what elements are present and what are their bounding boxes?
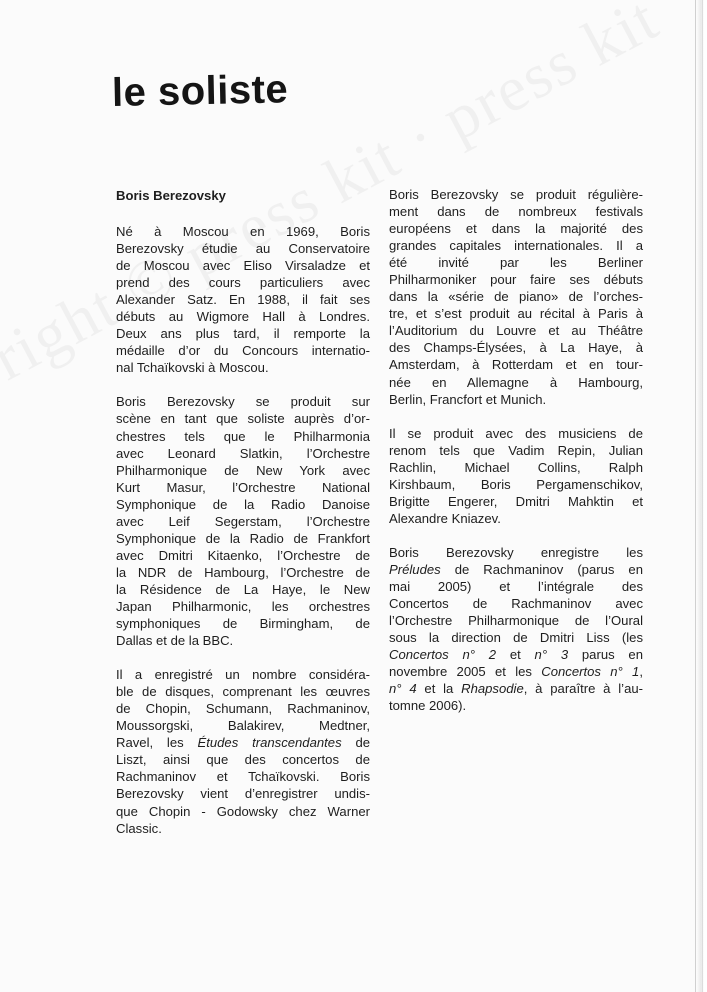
- text-line: n° 4 et la Rhapsodie, à paraître à l’au-: [389, 681, 643, 697]
- text-line: Né à Moscou en 1969, Boris: [116, 224, 370, 239]
- left-column-body: [116, 223, 370, 837]
- text-line: Boris Berezovsky enregistre les: [389, 544, 643, 560]
- text-line: Brigitte Engerer, Dmitri Mahktin et: [389, 493, 643, 509]
- text-line: Berezovsky vient d’enregistrer undis-: [116, 786, 370, 802]
- text-line: sous la direction de Dmitri Liss (les: [389, 630, 643, 646]
- text-line: Concertos de Rachmaninov avec: [389, 596, 643, 612]
- left-paragraph-2: [116, 393, 370, 649]
- text-line: médaille d’or du Concours internatio-: [116, 343, 370, 359]
- text-line: dans la «série de piano» de l’orches-: [389, 289, 643, 305]
- text-line: Rachmaninov et Tchaïkovski. Boris: [116, 769, 370, 785]
- text-line: avec Leonard Slatkin, l’Orchestre: [116, 445, 370, 461]
- text-line: Symphonique de la Radio de Frankfort: [116, 530, 370, 546]
- text-line: prend des cours particuliers avec: [116, 275, 370, 291]
- text-line: la NDR de Hambourg, l’Orchestre de: [116, 564, 370, 580]
- right-column-body: [389, 186, 643, 714]
- text-line: Philharmoniker pour faire ses débuts: [389, 272, 643, 288]
- text-line: novembre 2005 et les Concertos n° 1,: [389, 664, 643, 680]
- text-line: l’Auditorium du Louvre et au Théâtre: [389, 323, 643, 339]
- text-line: scène en tant que soliste auprès d’or-: [116, 411, 370, 427]
- text-line: été invité par les Berliner: [389, 255, 643, 271]
- text-line: Boris Berezovsky se produit sur: [116, 394, 370, 410]
- text-line: Liszt, ainsi que des concertos de: [116, 752, 370, 768]
- left-paragraph-3: [116, 666, 370, 836]
- text-line: que Chopin - Godowsky chez Warner: [116, 803, 370, 819]
- text-line: grandes capitales internationales. Il a: [389, 238, 643, 254]
- left-paragraph-1: [116, 223, 370, 376]
- text-line: nal Tchaïkovski à Moscou.: [116, 360, 269, 376]
- right-paragraph-2: [389, 425, 643, 527]
- text-line: Alexandre Kniazev.: [389, 510, 501, 526]
- text-line: européens et dans la majorité des: [389, 221, 643, 237]
- text-line: de Chopin, Schumann, Rachmaninov,: [116, 701, 370, 717]
- right-column: [389, 186, 643, 731]
- text-line: Préludes de Rachmaninov (parus en: [389, 561, 643, 577]
- page-edge-line: [702, 0, 703, 992]
- text-line: Alexander Satz. En 1988, il fait ses: [116, 292, 370, 308]
- text-line: Concertos n° 2 et n° 3 parus en: [389, 647, 643, 663]
- text-line: Berezovsky étudie au Conservatoire: [116, 241, 370, 257]
- text-line: mai 2005) et l’intégrale des: [389, 578, 643, 594]
- text-line: née en Allemagne à Hambourg,: [389, 374, 643, 390]
- left-column: [116, 187, 370, 854]
- text-line: Kirshbaum, Boris Pergamenschikov,: [389, 476, 643, 492]
- text-line: Deux ans plus tard, il remporte la: [116, 326, 370, 342]
- text-line: Ravel, les Études transcendantes de: [116, 735, 371, 751]
- text-line: Japan Philharmonic, les orchestres: [116, 598, 370, 614]
- soloist-name: Boris Berezovsky: [116, 188, 226, 203]
- text-line: de Moscou avec Eliso Virsaladze et: [116, 258, 370, 274]
- text-line: Dallas et de la BBC.: [116, 633, 234, 649]
- text-line: tre, et s’est produit au récital à Paris à: [389, 306, 643, 322]
- text-line: Boris Berezovsky se produit régulière-: [389, 187, 643, 202]
- text-line: tomne 2006).: [389, 698, 467, 714]
- text-line: Rachlin, Michael Collins, Ralph: [389, 459, 643, 475]
- text-line: Symphonique de la Radio Danoise: [116, 496, 370, 512]
- text-line: Philharmonique de New York avec: [116, 462, 370, 478]
- text-line: renom tels que Vadim Repin, Julian: [389, 442, 643, 458]
- text-line: ble de disques, comprenant les œuvres: [116, 684, 370, 700]
- text-line: des Champs-Élysées, à La Haye, à: [389, 340, 643, 356]
- text-line: Moussorgski, Balakirev, Medtner,: [116, 718, 370, 734]
- text-line: la Résidence de La Haye, le New: [116, 581, 370, 597]
- text-line: avec Leif Segerstam, l’Orchestre: [116, 513, 370, 529]
- text-line: Il se produit avec des musiciens de: [389, 425, 643, 441]
- text-line: chestres tels que le Philharmonia: [116, 428, 370, 444]
- text-line: Amsterdam, à Rotterdam et en tour-: [389, 357, 643, 373]
- text-line: Berlin, Francfort et Munich.: [389, 391, 547, 407]
- text-line: Classic.: [116, 820, 162, 836]
- text-line: symphoniques de Birmingham, de: [116, 616, 370, 632]
- right-paragraph-1: [389, 186, 643, 408]
- right-paragraph-3: [389, 544, 643, 714]
- text-line: débuts au Wigmore Hall à Londres.: [116, 309, 370, 325]
- text-line: ment dans de nombreux festivals: [389, 204, 643, 220]
- text-line: avec Dmitri Kitaenko, l’Orchestre de: [116, 547, 370, 563]
- page-edge-line: [695, 0, 696, 992]
- text-line: l’Orchestre Philharmonique de l’Oural: [389, 613, 643, 629]
- text-line: Kurt Masur, l’Orchestre National: [116, 479, 370, 495]
- page-title: le soliste: [111, 67, 289, 115]
- text-line: Il a enregistré un nombre considéra-: [116, 667, 370, 683]
